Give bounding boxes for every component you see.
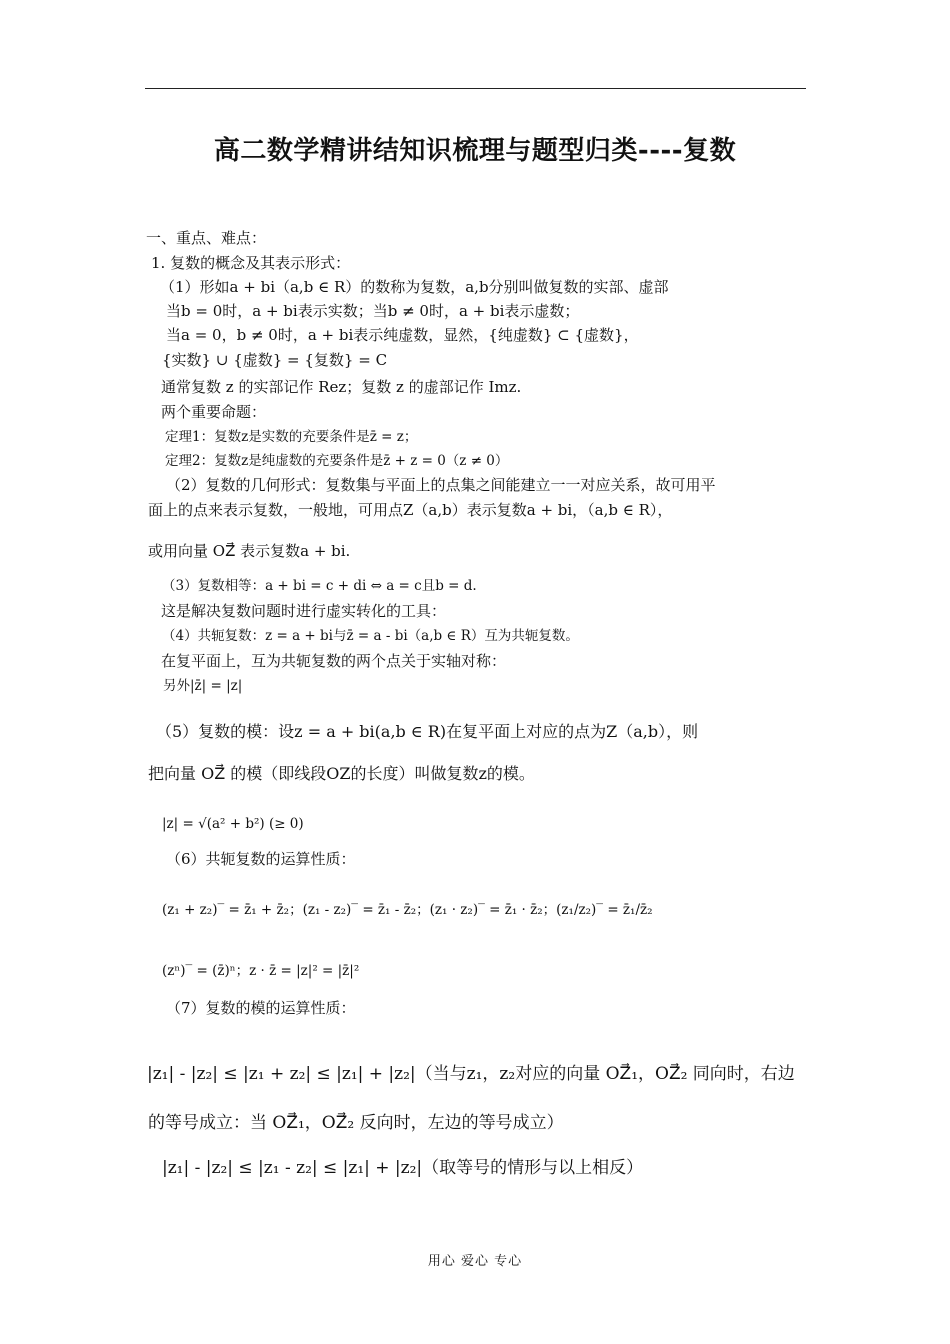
text-line: （3）复数相等：a + bi = c + di ⇔ a = c且b = d. bbox=[162, 578, 477, 594]
text-line: 面上的点来表示复数，一般地，可用点Z（a,b）表示复数a + bi，（a,b ∈ R）， bbox=[148, 501, 673, 519]
formula-line: |z| = √(a² + b²) (≥ 0) bbox=[162, 816, 304, 832]
text-line: 两个重要命题： bbox=[161, 403, 267, 421]
text-line: |z₁| - |z₂| ≤ |z₁ + z₂| ≤ |z₁| + |z₂|（当与z₁，z₂对应的向量 OZ⃗₁，OZ⃗₂ 同向时，右边 bbox=[147, 1064, 795, 1084]
formula-line: |z₁| - |z₂| ≤ |z₁ - z₂| ≤ |z₁| + |z₂|（取等号的情形与以上相反） bbox=[162, 1158, 644, 1178]
text-line: （2）复数的几何形式：复数集与平面上的点集之间能建立一一对应关系，故可用平 bbox=[166, 476, 716, 494]
text-line: （7）复数的模的运算性质： bbox=[166, 999, 356, 1017]
text-line: 在复平面上，互为共轭复数的两个点关于实轴对称： bbox=[161, 652, 507, 670]
header-rule bbox=[145, 88, 806, 89]
page-footer: 用心 爱心 专心 bbox=[427, 1254, 523, 1269]
formula-line: 另外|z̄| = |z| bbox=[163, 678, 243, 694]
theorem-1: 定理1：复数z是实数的充要条件是z̄ = z； bbox=[165, 429, 418, 445]
text-line: （1）形如a + bi（a,b ∈ R）的数称为复数，a,b分别叫做复数的实部、虚部 bbox=[160, 278, 669, 296]
text-line: 的等号成立：当 OZ⃗₁，OZ⃗₂ 反向时，左边的等号成立） bbox=[148, 1113, 564, 1133]
formula-line: (zⁿ)‾ = (z̄)ⁿ；z · z̄ = |z|² = |z̄|² bbox=[162, 963, 360, 979]
page-title: 高二数学精讲结知识梳理与题型归类----复数 bbox=[213, 136, 737, 166]
section-heading: 一、重点、难点： bbox=[146, 229, 267, 247]
text-line: 当a = 0，b ≠ 0时，a + bi表示纯虚数，显然，{纯虚数} ⊂ {虚数}， bbox=[166, 326, 639, 344]
text-line: 这是解决复数问题时进行虚实转化的工具： bbox=[161, 602, 447, 620]
text-line: （4）共轭复数：z = a + bi与z̄ = a - bi（a,b ∈ R）互为共轭复数。 bbox=[162, 628, 579, 644]
formula-line: {实数} ∪ {虚数} = {复数} = C bbox=[162, 351, 388, 369]
subsection-heading: 1. 复数的概念及其表示形式： bbox=[151, 254, 351, 272]
text-line: （6）共轭复数的运算性质： bbox=[166, 850, 356, 868]
text-line: 当b = 0时，a + bi表示实数；当b ≠ 0时，a + bi表示虚数； bbox=[166, 302, 580, 320]
text-line: 把向量 OZ⃗ 的模（即线段OZ的长度）叫做复数z的模。 bbox=[148, 764, 535, 783]
text-line: （5）复数的模：设z = a + bi(a,b ∈ R)在复平面上对应的点为Z（a,b），则 bbox=[156, 722, 699, 741]
text-line: 或用向量 OZ⃗ 表示复数a + bi. bbox=[148, 542, 351, 560]
text-line: 通常复数 z 的实部记作 Rez；复数 z 的虚部记作 Imz. bbox=[161, 378, 522, 396]
theorem-2: 定理2：复数z是纯虚数的充要条件是z̄ + z = 0（z ≠ 0） bbox=[165, 453, 509, 469]
formula-line: (z₁ + z₂)‾ = z̄₁ + z̄₂；(z₁ - z₂)‾ = z̄₁ - z̄₂；(z₁ · z₂)‾ = z̄₁ · z̄₂；(z₁/z₂)‾ = z̄₁/z̄₂ bbox=[162, 902, 653, 918]
